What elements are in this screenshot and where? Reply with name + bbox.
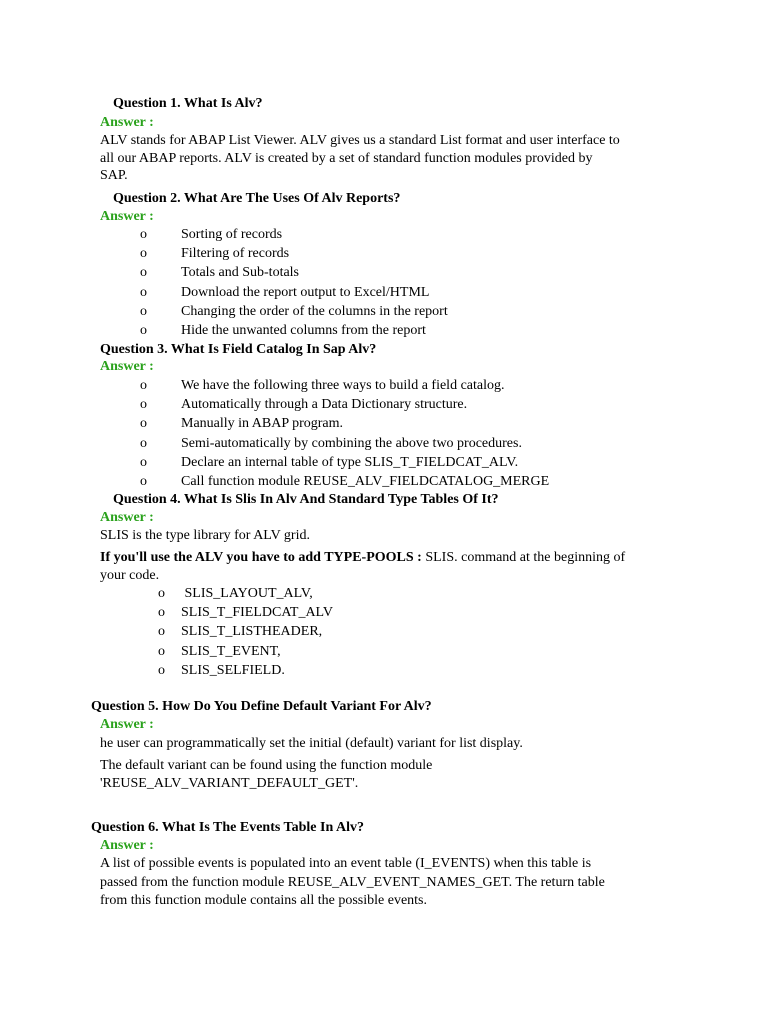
list-item (140, 376, 740, 395)
list-item-text: Hide the unwanted columns from the report (181, 322, 426, 338)
list-item-text: SLIS_SELFIELD. (181, 662, 285, 678)
list-item (140, 321, 740, 340)
list-item-text: SLIS_T_FIELDCAT_ALV (181, 605, 333, 621)
question-title: Question 2. What Are The Uses Of Alv Reports? (113, 191, 401, 206)
list-item-text: Declare an internal table of type SLIS_T_FIELDCAT_ALV. (181, 454, 519, 470)
answer-line: from this function module contains all the possible events. (100, 893, 427, 908)
bullet-list (140, 225, 740, 340)
bullet-marker: o (140, 227, 147, 242)
list-item (140, 283, 740, 302)
question-title: Question 6. What Is The Events Table In Alv? (91, 820, 364, 835)
bullet-marker: o (140, 416, 147, 432)
answer-label: Answer : (100, 209, 154, 224)
list-item (158, 603, 758, 622)
list-item (140, 434, 740, 453)
list-item (158, 584, 758, 603)
answer-label: Answer : (100, 359, 154, 374)
list-item-text: Totals and Sub-totals (181, 265, 300, 281)
bullet-marker: o (140, 284, 147, 300)
type-pools-note-line2: your code. (100, 568, 160, 583)
bullet-marker: o (140, 378, 147, 393)
answer-line: ALV stands for ABAP List Viewer. ALV gives us a standard List format and user interface to (100, 133, 620, 148)
answer-label: Answer : (100, 510, 154, 525)
list-item-text: Semi-automatically by combining the above two procedures. (181, 435, 522, 451)
list-item (140, 472, 740, 491)
list-item-text: SLIS_LAYOUT_ALV, (181, 586, 313, 601)
list-item (158, 622, 758, 641)
answer-line: passed from the function module REUSE_ALV_EVENT_NAMES_GET. The return table (100, 875, 605, 890)
bullet-marker: o (140, 473, 147, 489)
list-item (158, 661, 758, 680)
type-pools-note-bold: If you'll use the ALV you have to add TYPE-POOLS : (100, 550, 422, 565)
question-title: Question 3. What Is Field Catalog In Sap Alv? (100, 342, 377, 357)
bullet-marker: o (140, 265, 147, 281)
type-pools-note (100, 548, 768, 567)
question-title: Question 4. What Is Slis In Alv And Standard Type Tables Of It? (113, 492, 499, 507)
answer-label: Answer : (100, 115, 154, 130)
list-item-text: Filtering of records (181, 246, 290, 262)
question-title: Question 1. What Is Alv? (113, 96, 263, 111)
bullet-list (158, 584, 758, 680)
answer-label: Answer : (100, 717, 154, 732)
answer-line: all our ABAP reports. ALV is created by a set of standard function modules provided by (100, 151, 593, 166)
answer-label: Answer : (100, 838, 154, 853)
answer-line: SLIS is the type library for ALV grid. (100, 528, 310, 543)
list-item (140, 225, 740, 244)
question-title: Question 5. How Do You Define Default Variant For Alv? (91, 699, 432, 714)
list-item-text: Sorting of records (181, 227, 283, 242)
bullet-marker: o (140, 303, 147, 319)
list-item (140, 263, 740, 282)
type-pools-note-rest: SLIS. command at the beginning of (421, 550, 626, 565)
answer-line: 'REUSE_ALV_VARIANT_DEFAULT_GET'. (100, 776, 359, 791)
bullet-marker: o (158, 643, 165, 659)
bullet-marker: o (140, 435, 147, 451)
list-item-text: Download the report output to Excel/HTML (181, 284, 430, 300)
list-item-text: Automatically through a Data Dictionary structure. (181, 397, 468, 413)
list-item (158, 642, 758, 661)
list-item-text: Call function module REUSE_ALV_FIELDCATALOG_MERGE (181, 473, 550, 489)
bullet-marker: o (140, 322, 147, 338)
list-item-text: We have the following three ways to build a field catalog. (181, 378, 505, 393)
list-item (140, 244, 740, 263)
list-item-text: Changing the order of the columns in the report (181, 303, 448, 319)
bullet-marker: o (140, 246, 147, 262)
list-item-text: Manually in ABAP program. (181, 416, 344, 432)
bullet-marker: o (158, 662, 165, 678)
bullet-list (140, 376, 740, 491)
bullet-marker: o (158, 586, 165, 601)
list-item (140, 414, 740, 433)
answer-line: he user can programmatically set the initial (default) variant for list display. (100, 736, 523, 751)
list-item-text: SLIS_T_LISTHEADER, (181, 624, 323, 640)
answer-line: The default variant can be found using the function module (100, 758, 433, 773)
list-item-text: SLIS_T_EVENT, (181, 643, 281, 659)
bullet-marker: o (158, 624, 165, 640)
bullet-marker: o (158, 605, 165, 621)
list-item (140, 395, 740, 414)
answer-line: SAP. (100, 168, 128, 183)
bullet-marker: o (140, 397, 147, 413)
list-item (140, 453, 740, 472)
list-item (140, 302, 740, 321)
answer-line: A list of possible events is populated into an event table (I_EVENTS) when this table is (100, 856, 592, 871)
bullet-marker: o (140, 454, 147, 470)
